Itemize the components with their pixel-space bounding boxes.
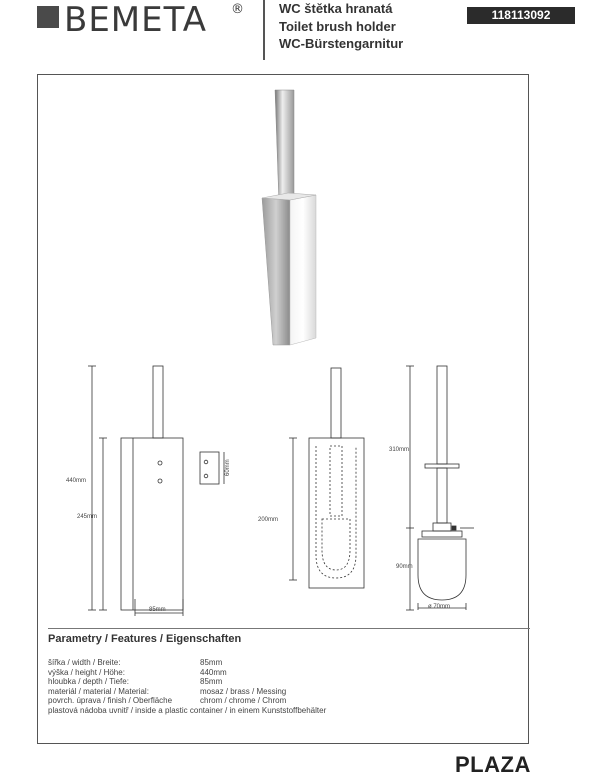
dimension-bracket: 60mm	[225, 459, 231, 476]
dimension-height-total: 440mm	[66, 478, 87, 484]
features-divider	[48, 628, 530, 629]
dimension-height-body: 245mm	[77, 514, 98, 520]
spec-value: mosaz / brass / Messing	[200, 686, 287, 696]
spec-row-width	[48, 658, 528, 668]
product-title-en: Toilet brush holder	[279, 18, 396, 34]
product-title-cz: WC štětka hranatá	[279, 1, 393, 16]
spec-row-material	[48, 687, 528, 697]
spec-note-row	[48, 706, 528, 716]
spec-label: výška / height / Höhe:	[48, 667, 125, 677]
spec-value: 440mm	[200, 667, 227, 677]
spec-table	[48, 658, 528, 716]
spec-note: plastová nádoba uvnitř / inside a plastic container / in einem Kunststoffbehälter	[48, 705, 327, 715]
spec-label: šířka / width / Breite:	[48, 658, 121, 667]
brand-logo: BEMETA	[64, 0, 208, 40]
series-name: PLAZA	[455, 752, 531, 777]
dimension-container: 200mm	[258, 517, 279, 523]
spec-value: 85mm	[200, 677, 223, 687]
product-title-de: WC-Bürstengarnitur	[279, 36, 404, 51]
dimension-width: 85mm	[149, 607, 166, 613]
spec-value: chrom / chrome / Chrom	[200, 696, 287, 706]
product-photo	[262, 90, 316, 345]
dimension-handle: 310mm	[389, 447, 410, 453]
features-heading: Parametry / Features / Eigenschaften	[48, 633, 242, 645]
product-code: 118113092	[467, 7, 575, 24]
spec-row-height	[48, 668, 528, 678]
brush-view-drawing	[406, 366, 474, 610]
spec-row-depth	[48, 677, 528, 687]
spec-label: materiál / material / Material:	[48, 686, 149, 696]
spec-row-finish	[48, 696, 528, 706]
spec-label: hloubka / depth / Tiefe:	[48, 677, 129, 687]
section-view-drawing	[289, 368, 364, 588]
spec-value: 85mm	[200, 658, 223, 667]
front-view-drawing	[88, 366, 224, 616]
spec-label: povrch. úprava / finish / Oberfläche	[48, 696, 173, 706]
dimension-head: 90mm	[396, 564, 413, 570]
dimension-head-diameter: ø 70mm	[428, 604, 451, 610]
registered-mark: ®	[231, 2, 244, 17]
